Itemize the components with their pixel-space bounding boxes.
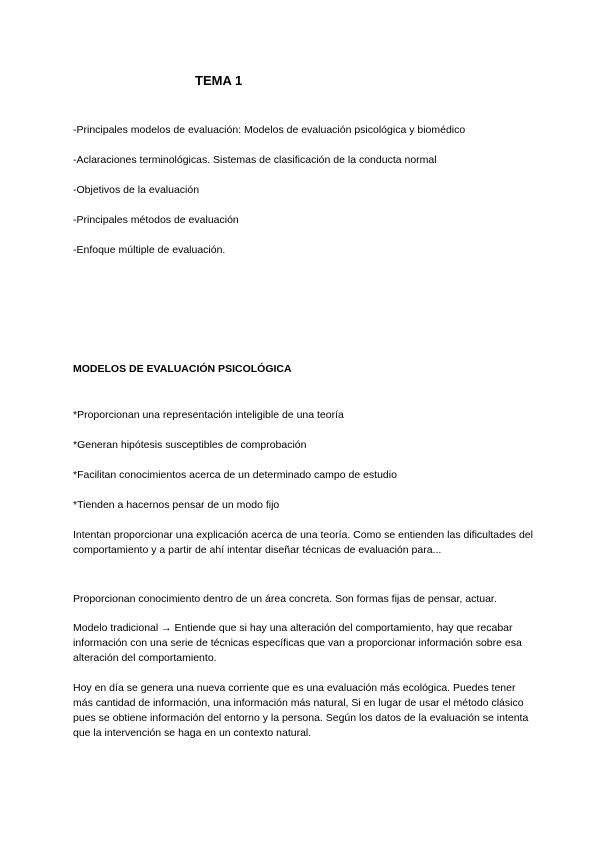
- topic-item: -Aclaraciones terminológicas. Sistemas de clasificación de la conducta normal: [73, 154, 437, 166]
- body-paragraph: Hoy en día se genera una nueva corriente que es una evaluación más ecológica. Puedes tener más cantidad de información, una información más natural, Si en lugar de usar el método clásico pues se obtiene información del entorno y la persona. Según los datos de la evaluación se intenta que la intervención se haga en un contexto natural.: [73, 682, 529, 739]
- section-heading: MODELOS DE EVALUACIÓN PSICOLÓGICA: [73, 363, 292, 375]
- topic-item: -Objetivos de la evaluación: [73, 184, 200, 196]
- bullet-item: *Facilitan conocimientos acerca de un determinado campo de estudio: [73, 469, 397, 481]
- bullet-item: *Proporcionan una representación inteligible de una teoría: [73, 409, 344, 421]
- body-paragraph: Proporcionan conocimiento dentro de un área concreta. Son formas fijas de pensar, actuar.: [73, 593, 497, 605]
- body-paragraph: Modelo tradicional → Entiende que si hay una alteración del comportamiento, hay que recabar información con una serie de técnicas específicas que van a proporcionar información sobre esa alteración del comportamiento.: [73, 622, 522, 664]
- topic-item: -Enfoque múltiple de evaluación.: [73, 244, 226, 256]
- page-title: TEMA 1: [195, 73, 243, 88]
- bullet-item: *Generan hipótesis susceptibles de comprobación: [73, 439, 307, 451]
- topic-item: -Principales modelos de evaluación: Modelos de evaluación psicológica y biomédico: [73, 124, 466, 136]
- body-paragraph: Intentan proporcionar una explicación acerca de una teoría. Como se entienden las dificultades del comportamiento y a partir de ahí intentar diseñar técnicas de evaluación para...: [73, 529, 533, 556]
- bullet-item: *Tienden a hacernos pensar de un modo fijo: [73, 499, 280, 511]
- topic-item: -Principales métodos de evaluación: [73, 214, 239, 226]
